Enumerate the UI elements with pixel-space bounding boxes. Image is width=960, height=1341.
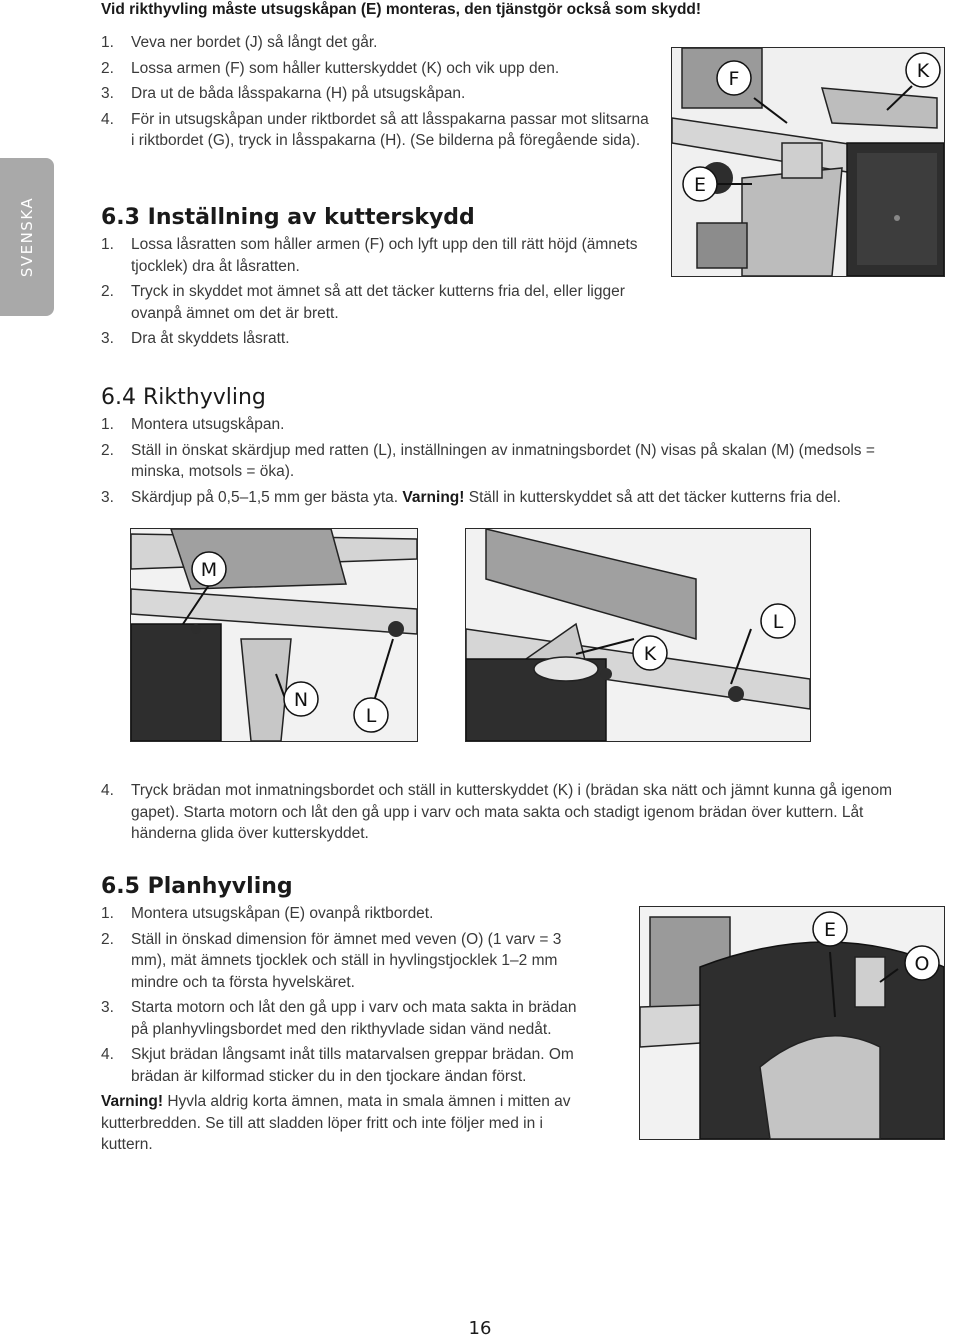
section-6-3	[101, 204, 651, 354]
figure-guard-arm	[671, 47, 945, 277]
language-tab	[0, 158, 54, 316]
list-item: 1. Montera utsugskåpan.	[101, 416, 285, 433]
section-title: 6.4 Rikthyvling	[101, 385, 266, 410]
list-item: 1. Lossa låsratten som håller armen (F) och lyft upp den till rätt höjd (ämnets tjocklek) dra åt låsratten.	[101, 236, 638, 275]
section-6-5	[101, 873, 581, 1156]
language-tab-label: SVENSKA	[18, 196, 36, 278]
figure-depth-scale-illustration	[131, 529, 417, 741]
list-item: 2. Ställ in önskad dimension för ämnet med veven (O) (1 varv = 3 mm), mät ämnets tjocklek och ställ in hyvlingstjocklek 1–2 mm mindre och ta första hyvelskäret.	[101, 930, 562, 991]
svg-text:N: N	[293, 689, 309, 711]
list-item: 3. Skärdjup på 0,5–1,5 mm ger bästa yta. Varning! Ställ in kutterskyddet så att det täcker kutterns fria del.	[101, 488, 841, 506]
svg-text:O: O	[914, 953, 930, 975]
svg-text:E: E	[823, 919, 837, 941]
section-6-4-step-4	[101, 780, 921, 849]
list-item: 3. Dra ut de båda låsspakarna (H) på utsugskåpan.	[101, 85, 466, 102]
svg-text:F: F	[728, 68, 740, 90]
svg-text:M: M	[200, 559, 218, 581]
section-6-4	[101, 384, 921, 512]
warning-paragraph: Varning! Hyvla aldrig korta ämnen, mata in smala ämnen i mitten av kutterbredden. Se till att sladden löper fritt och inte följer med in i kuttern.	[101, 1093, 571, 1153]
svg-text:L: L	[365, 705, 377, 727]
figure-cutter-guard	[465, 528, 811, 742]
intro-paragraph: Vid rikthyvling måste utsugskåpan (E) monteras, den tjänstgör också som skydd!	[101, 1, 702, 18]
warning-label: Varning!	[101, 1093, 164, 1110]
figure-guard-arm-illustration	[672, 48, 944, 276]
figure-cutter-guard-illustration	[466, 529, 810, 741]
list-item: 1. Montera utsugskåpan (E) ovanpå riktbordet.	[101, 905, 434, 922]
figure-thicknessing-illustration	[640, 907, 944, 1139]
svg-text:K: K	[643, 643, 657, 665]
list-item: 2. Tryck in skyddet mot ämnet så att det täcker kutterns fria del, eller ligger ovanpå ämnet om det är brett.	[101, 283, 625, 322]
svg-text:L: L	[772, 611, 784, 633]
warning-label: Varning!	[402, 488, 465, 506]
list-item: 4. Skjut brädan långsamt inåt tills matarvalsen greppar brädan. Om brädan är kilformad sticker du in den tjockare ändan först.	[101, 1046, 574, 1085]
page-number: 16	[468, 1318, 492, 1339]
list-item: 2. Ställ in önskat skärdjup med ratten (L), inställningen av inmatningsbordet (N) visas på skalan (M) (medsols = minska, motsols = öka).	[101, 441, 875, 480]
svg-text:K: K	[916, 60, 930, 82]
list-item: 3. Starta motorn och låt den gå upp i varv och mata sakta in brädan på planhyvlingsbordet med den rikthyvlade sidan vänd nedåt.	[101, 999, 577, 1038]
section-title: 6.5 Planhyvling	[101, 874, 293, 899]
list-item: 1. Veva ner bordet (J) så långt det går.	[101, 34, 378, 51]
list-item: 4. Tryck brädan mot inmatningsbordet och ställ in kutterskyddet (K) i (brädan ska nätt och jämnt kunna gå igenom gapet). Starta motorn och låt den gå upp i varv och mata sakta och stadigt igenom brädan över kuttern. Låt händerna glida över kutterskyddet.	[101, 782, 893, 842]
figure-thicknessing	[639, 906, 945, 1140]
svg-text:E: E	[693, 174, 707, 196]
intro-steps	[101, 32, 651, 156]
figure-depth-scale	[130, 528, 418, 742]
section-title: 6.3 Inställning av kutterskydd	[101, 205, 475, 230]
list-item: 3. Dra åt skyddets låsratt.	[101, 330, 290, 347]
list-item: 2. Lossa armen (F) som håller kutterskyddet (K) och vik upp den.	[101, 59, 560, 77]
list-item: 4. För in utsugskåpan under riktbordet så att låsspakarna passar mot slitsarna i riktbordet (G), tryck in låsspakarna (H). (Se bilderna på föregående sida).	[101, 110, 649, 149]
